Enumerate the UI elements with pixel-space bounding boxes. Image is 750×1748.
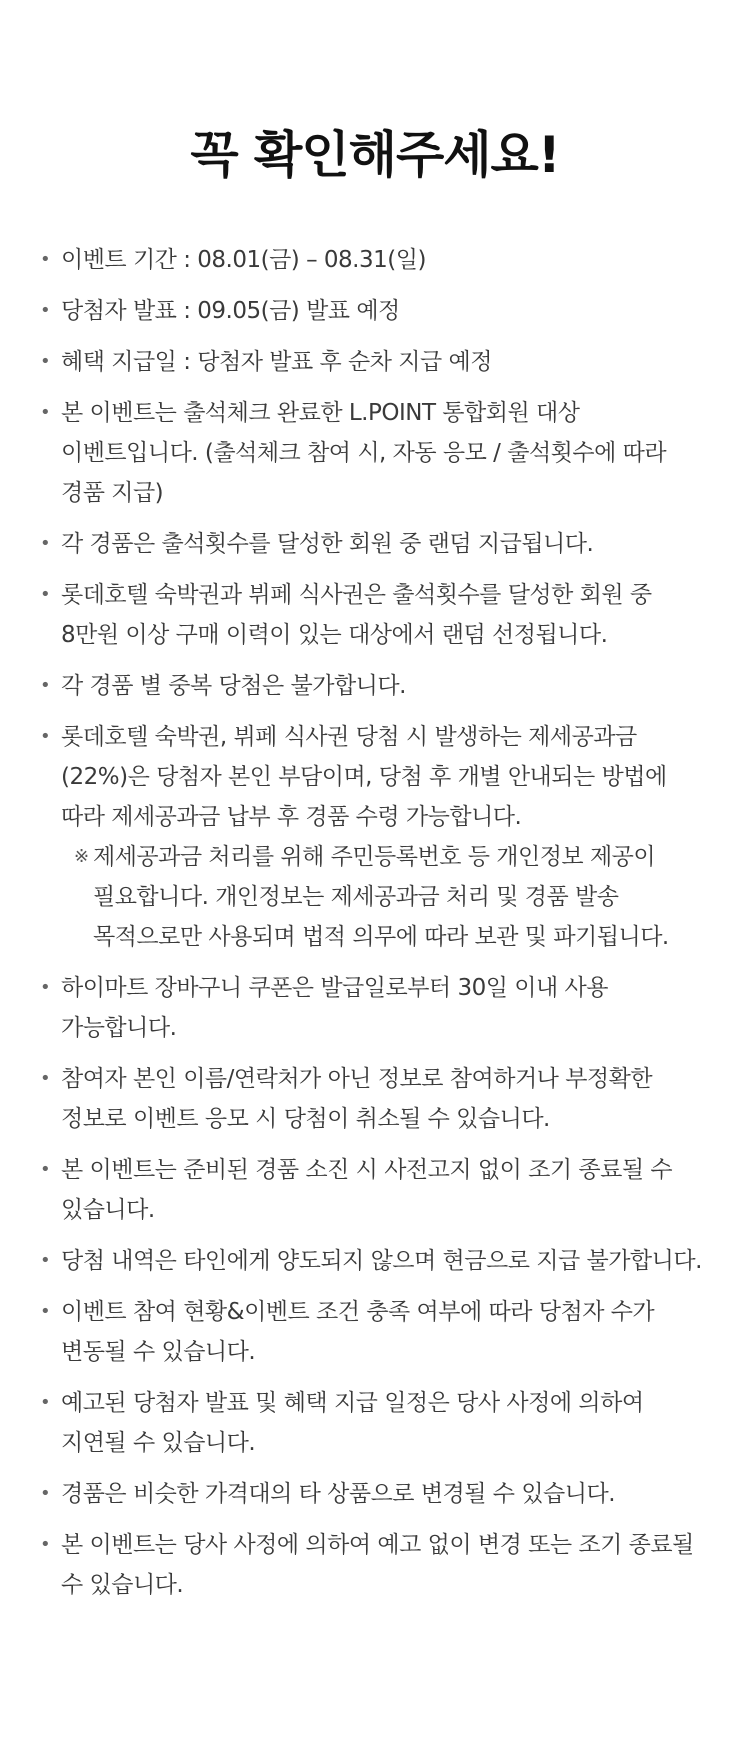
notice-text: 각 경품은 출석횟수를 달성한 회원 중 랜덤 지급됩니다.: [61, 531, 594, 557]
bullet-icon: •: [40, 1534, 51, 1555]
bullet-icon: •: [40, 1483, 51, 1504]
notice-item-winner-announcement: [40, 291, 710, 331]
notice-text: 이벤트 기간 : 08.01(금) – 08.31(일): [61, 247, 426, 273]
bullet-icon: •: [40, 584, 51, 605]
notice-item-event-change: [40, 1525, 710, 1605]
bullet-icon: •: [40, 1301, 51, 1322]
bullet-icon: •: [40, 1068, 51, 1089]
notice-item-prize-change: [40, 1474, 710, 1514]
notice-item-random-prize: [40, 524, 710, 564]
notice-item-coupon-validity: [40, 968, 710, 1048]
bullet-icon: •: [40, 402, 51, 423]
notice-item-no-duplicate: [40, 666, 710, 706]
notice-item-winner-count: [40, 1292, 710, 1372]
notice-text: 본 이벤트는 당사 사정에 의하여 예고 없이 변경 또는 조기 종료될 수 있습니다.: [61, 1532, 694, 1598]
notice-item-invalid-info: [40, 1059, 710, 1139]
notice-item-event-period: [40, 240, 710, 280]
notice-text: 참여자 본인 이름/연락처가 아닌 정보로 참여하거나 부정확한 정보로 이벤트 응모 시 당첨이 취소될 수 있습니다.: [61, 1066, 653, 1132]
notice-item-benefit-date: [40, 342, 710, 382]
notice-text: 본 이벤트는 출석체크 완료한 L.POINT 통합회원 대상 이벤트입니다. (출석체크 참여 시, 자동 응모 / 출석횟수에 따라 경품 지급): [61, 400, 667, 506]
notice-text: 예고된 당첨자 발표 및 혜택 지급 일정은 당사 사정에 의하여 지연될 수 있습니다.: [61, 1390, 644, 1456]
notice-text: 이벤트 참여 현황&이벤트 조건 충족 여부에 따라 당첨자 수가 변동될 수 있습니다.: [61, 1299, 655, 1365]
bullet-icon: •: [40, 726, 51, 747]
notice-item-eligibility: [40, 393, 710, 513]
bullet-icon: •: [40, 300, 51, 321]
notice-text: 당첨자 발표 : 09.05(금) 발표 예정: [61, 298, 400, 324]
bullet-icon: •: [40, 1392, 51, 1413]
notice-item-early-end: [40, 1150, 710, 1230]
notice-text: 각 경품 별 중복 당첨은 불가합니다.: [61, 673, 406, 699]
bullet-icon: •: [40, 1159, 51, 1180]
bullet-icon: •: [40, 351, 51, 372]
notice-item-non-transferable: [40, 1241, 710, 1281]
bullet-icon: •: [40, 1250, 51, 1271]
notice-item-hotel-selection: [40, 575, 710, 655]
tax-subnote: [61, 837, 710, 957]
notice-list: [40, 240, 710, 1605]
bullet-icon: •: [40, 977, 51, 998]
page-title: 꼭 확인해주세요!: [190, 126, 560, 184]
notice-text: 롯데호텔 숙박권, 뷔페 식사권 당첨 시 발생하는 제세공과금 (22%)은 당첨자 본인 부담이며, 당첨 후 개별 안내되는 방법에 따라 제세공과금 납부 후 경품 수령 가능합니다.: [61, 724, 667, 830]
notice-text: 혜택 지급일 : 당첨자 발표 후 순차 지급 예정: [61, 349, 492, 375]
bullet-icon: •: [40, 249, 51, 270]
notice-text: 본 이벤트는 준비된 경품 소진 시 사전고지 없이 조기 종료될 수 있습니다.: [61, 1157, 673, 1223]
bullet-icon: •: [40, 533, 51, 554]
tax-subnote-text: 제세공과금 처리를 위해 주민등록번호 등 개인정보 제공이 필요합니다. 개인정보는 제세공과금 처리 및 경품 발송 목적으로만 사용되며 법적 의무에 따라 보관 및 파기됩니다.: [93, 844, 669, 950]
notice-item-tax: [40, 717, 710, 957]
notice-text: 하이마트 장바구니 쿠폰은 발급일로부터 30일 이내 사용 가능합니다.: [61, 975, 608, 1041]
reference-mark-icon: ※: [74, 846, 89, 867]
notice-text: 당첨 내역은 타인에게 양도되지 않으며 현금으로 지급 불가합니다.: [61, 1248, 702, 1274]
notice-text: 경품은 비슷한 가격대의 타 상품으로 변경될 수 있습니다.: [61, 1481, 616, 1507]
notice-item-schedule-delay: [40, 1383, 710, 1463]
notice-text: 롯데호텔 숙박권과 뷔페 식사권은 출석횟수를 달성한 회원 중 8만원 이상 구매 이력이 있는 대상에서 랜덤 선정됩니다.: [61, 582, 652, 648]
bullet-icon: •: [40, 675, 51, 696]
